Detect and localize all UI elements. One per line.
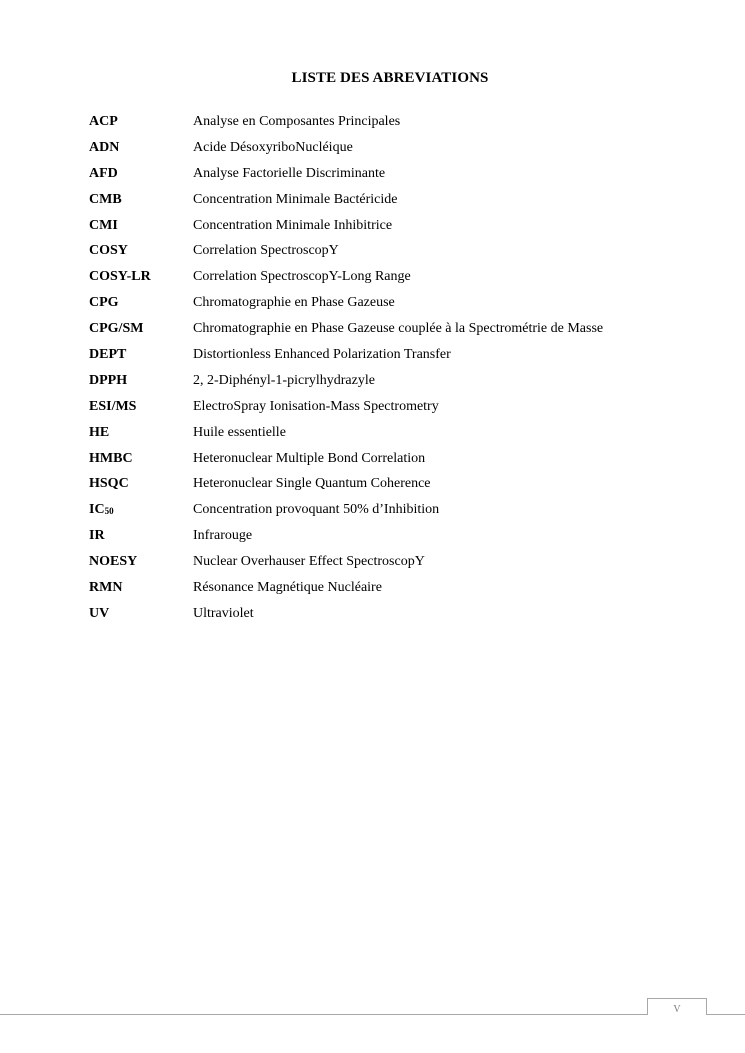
abbreviation-term: HSQC <box>89 476 129 492</box>
abbreviation-definition: Heteronuclear Multiple Bond Correlation <box>193 450 426 466</box>
abbreviation-definition: Nuclear Overhauser Effect SpectroscopY <box>193 554 425 570</box>
list-item <box>89 424 709 450</box>
abbreviation-term: ACP <box>89 114 118 129</box>
abbreviation-definition: Huile essentielle <box>193 424 286 440</box>
abbreviation-term-subscript: 50 <box>104 506 114 517</box>
abbreviation-term: ESI/MS <box>89 398 137 414</box>
abbreviation-term-base: IC <box>89 502 105 518</box>
abbreviation-definition: Distortionless Enhanced Polarization Transfer <box>193 347 451 363</box>
abbreviation-term: CPG <box>89 295 119 311</box>
list-item <box>89 553 709 579</box>
abbreviation-term: AFD <box>89 165 118 181</box>
abbreviation-definition: Chromatographie en Phase Gazeuse <box>193 295 395 311</box>
list-item <box>89 268 709 294</box>
abbreviation-term: DEPT <box>89 347 127 363</box>
abbreviation-term: RMN <box>89 580 123 596</box>
abbreviation-term: DPPH <box>89 372 128 388</box>
abbreviation-definition: Ultraviolet <box>193 605 254 621</box>
abbreviation-definition: Acide DésoxyriboNucléique <box>193 139 353 155</box>
abbreviation-term: HMBC <box>89 450 133 466</box>
abbreviation-list <box>89 113 709 631</box>
abbreviation-term: IR <box>89 528 105 544</box>
list-item <box>89 346 709 372</box>
page-number: V <box>647 998 707 1015</box>
abbreviation-definition: Concentration Minimale Inhibitrice <box>193 217 393 233</box>
abbreviation-term: CMI <box>89 217 118 233</box>
list-item <box>89 450 709 476</box>
page-title: LISTE DES ABREVIATIONS <box>291 70 489 86</box>
list-item <box>89 579 709 605</box>
list-item <box>89 605 709 631</box>
abbreviation-definition: Correlation SpectroscopY-Long Range <box>193 269 411 285</box>
abbreviation-definition: Chromatographie en Phase Gazeuse couplée à la Spectrométrie de Masse <box>193 321 604 337</box>
list-item <box>89 398 709 424</box>
abbreviation-definition: 2, 2-Diphényl-1-picrylhydrazyle <box>193 372 375 388</box>
abbreviation-term: CPG/SM <box>89 321 144 337</box>
abbreviation-definition: Concentration provoquant 50% d’Inhibition <box>193 502 440 518</box>
abbreviation-definition: Analyse Factorielle Discriminante <box>193 165 386 181</box>
abbreviation-definition: Infrarouge <box>193 528 253 544</box>
abbreviation-term: NOESY <box>89 554 138 570</box>
abbreviation-definition: ElectroSpray Ionisation-Mass Spectrometry <box>193 398 439 414</box>
abbreviation-definition: Résonance Magnétique Nucléaire <box>193 580 382 596</box>
abbreviation-definition: Analyse en Composantes Principales <box>193 114 401 129</box>
list-item <box>89 113 709 139</box>
list-item <box>89 165 709 191</box>
abbreviation-definition: Concentration Minimale Bactéricide <box>193 191 398 207</box>
list-item <box>89 139 709 165</box>
abbreviation-term: COSY <box>89 243 128 259</box>
abbreviation-term: CMB <box>89 191 122 207</box>
list-item <box>89 501 709 527</box>
list-item <box>89 217 709 243</box>
abbreviation-term: HE <box>89 424 110 440</box>
list-item <box>89 527 709 553</box>
list-item <box>89 242 709 268</box>
abbreviation-term: COSY-LR <box>89 269 151 285</box>
footer-rule <box>0 1014 745 1015</box>
list-item <box>89 320 709 346</box>
list-item <box>89 475 709 501</box>
list-item <box>89 294 709 320</box>
abbreviation-term: UV <box>89 605 110 621</box>
abbreviation-definition: Heteronuclear Single Quantum Coherence <box>193 476 431 492</box>
abbreviation-term: ADN <box>89 139 120 155</box>
abbreviation-term <box>89 501 114 519</box>
list-item <box>89 372 709 398</box>
list-item <box>89 191 709 217</box>
abbreviation-definition: Correlation SpectroscopY <box>193 243 339 259</box>
